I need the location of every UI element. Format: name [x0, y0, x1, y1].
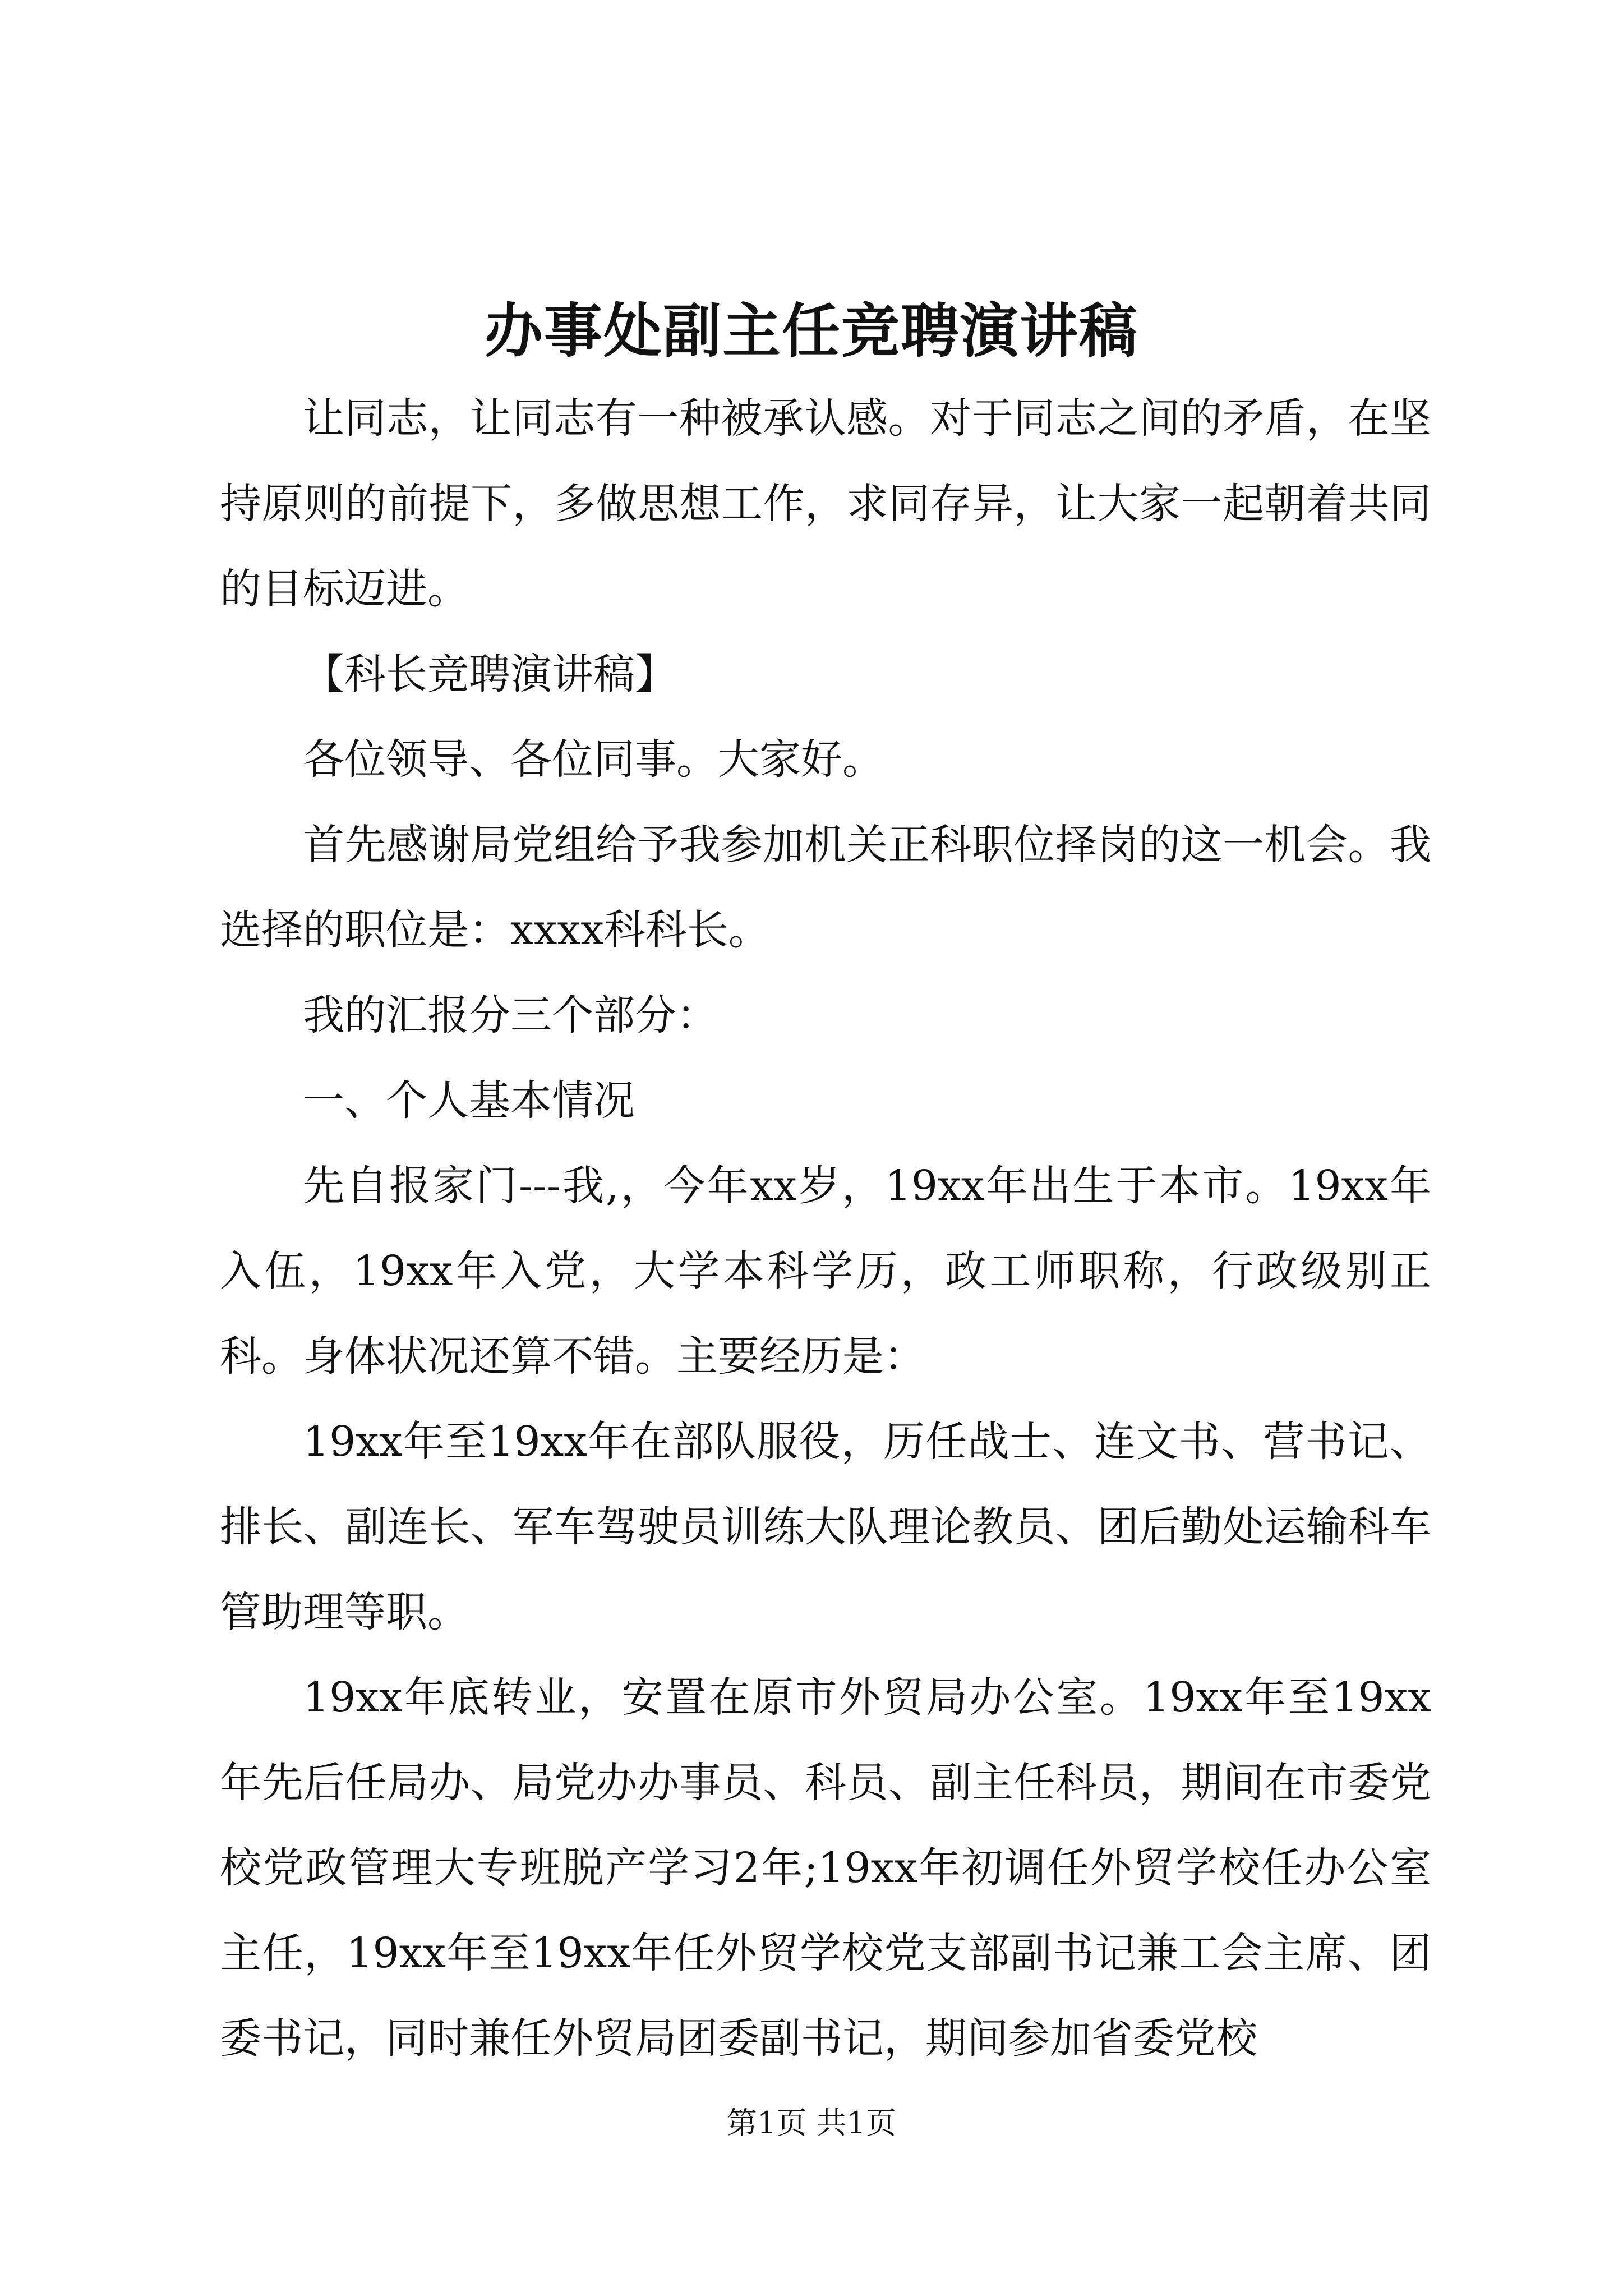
paragraph: 19xx年至19xx年在部队服役，历任战士、连文书、营书记、排长、副连长、军车驾驶员训练大队理论教员、团后勤处运输科车管助理等职。: [220, 1418, 1431, 1636]
paragraph: 我的汇报分三个部分：: [303, 991, 718, 1039]
section-heading: 一、个人基本情况: [303, 1076, 635, 1125]
paragraph: 先自报家门---我,，今年xx岁，19xx年出生于本市。19xx年入伍，19xx年入党，大学本科学历，政工师职称，行政级别正科。身体状况还算不错。主要经历是：: [220, 1162, 1431, 1381]
page-footer: 第1页 共1页: [727, 2105, 896, 2141]
paragraph: 首先感谢局党组给予我参加机关正科职位择岗的这一机会。我选择的职位是：xxxx科科长。: [220, 821, 1431, 954]
paragraph: 让同志，让同志有一种被承认感。对于同志之间的矛盾，在坚持原则的前提下，多做思想工作，求同存异，让大家一起朝着共同的目标迈进。: [220, 394, 1431, 613]
paragraph: 各位领导、各位同事。大家好。: [303, 735, 884, 784]
paragraph: 【科长竞聘演讲稿】: [303, 650, 676, 698]
document-body: [220, 376, 1431, 2081]
document-title: 办事处副主任竞聘演讲稿: [484, 296, 1138, 365]
paragraph: 19xx年底转业，安置在原市外贸局办公室。19xx年至19xx年先后任局办、局党办办事员、科员、副主任科员，期间在市委党校党政管理大专班脱产学习2年;19xx年初调任外贸学校任办公室主任，19xx年至19xx年任外贸学校党支部副书记兼工会主席、团委书记，同时兼任外贸局团委副书记，期间参加省委党校: [220, 1673, 1431, 2063]
